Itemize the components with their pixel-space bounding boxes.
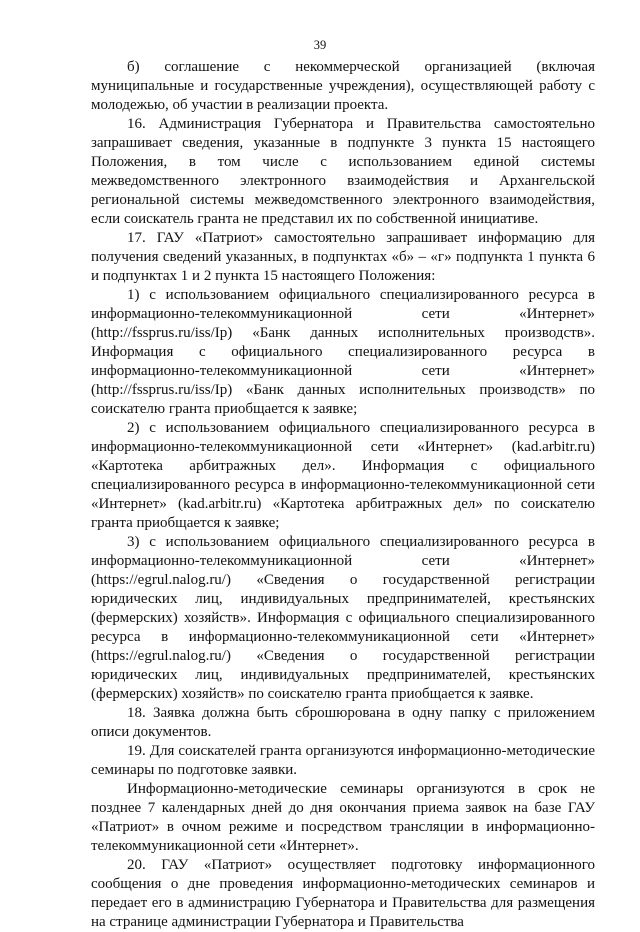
paragraph-17-1: 1) с использованием официального специализированного ресурса в информационно-телекоммуникационной сети «Интернет» (http://fssprus.ru/iss/Ip) «Банк данных исполнительных производств». Информация с официального специализированного ресурса в информационно-телекоммуникационной сети «Интернет» (http://fssprus.ru/iss/Ip) «Банк данных исполнительных производств» по соискателю гранта приобщается к заявке; — [91, 287, 595, 417]
paragraph-17-2: 2) с использованием официального специализированного ресурса в информационно-телекоммуникационной сети «Интернет» (kad.arbitr.ru) «Картотека арбитражных дел». Информация с официального специализированного ресурса в информационно-телекоммуникационной сети «Интернет» (kad.arbitr.ru) «Картотека арбитражных дел» по соискателю гранта приобщается к заявке; — [91, 420, 595, 531]
page-number: 39 — [313, 38, 327, 52]
paragraph-19: 19. Для соискателей гранта организуются информационно-методические семинары по подготовке заявки. — [91, 743, 595, 778]
paragraph-19-seminars: Информационно-методические семинары организуются в срок не позднее 7 календарных дней до дня окончания приема заявок на базе ГАУ «Патриот» в очном режиме и посредством трансляции в информационно-телекоммуникационной сети «Интернет». — [91, 781, 595, 854]
paragraph-16: 16. Администрация Губернатора и Правительства самостоятельно запрашивает сведения, указанные в подпункте 3 пункта 15 настоящего Положения, в том числе с использованием единой системы межведомственного электронного взаимодействия и Архангельской региональной системы межведомственного электронного взаимодействия, если соискатель гранта не представил их по собственной инициативе. — [91, 116, 595, 227]
paragraph-18: 18. Заявка должна быть сброшюрована в одну папку с приложением описи документов. — [91, 705, 595, 740]
paragraph-17: 17. ГАУ «Патриот» самостоятельно запрашивает информацию для получения сведений указанных, в подпунктах «б» – «г» подпункта 1 пункта 6 и подпунктах 1 и 2 пункта 15 настоящего Положения: — [91, 230, 595, 284]
paragraph-6b: б) соглашение с некоммерческой организацией (включая муниципальные и государственные учреждения), осуществляющей работу с молодежью, об участии в реализации проекта. — [91, 59, 595, 113]
paragraph-20: 20. ГАУ «Патриот» осуществляет подготовку информационного сообщения о дне проведения информационно-методических семинаров и передает его в администрацию Губернатора и Правительства для размещения на странице администрации Губернатора и Правительства — [91, 857, 595, 930]
paragraph-17-3: 3) с использованием официального специализированного ресурса в информационно-телекоммуникационной сети «Интернет» (https://egrul.nalog.ru/) «Сведения о государственной регистрации юридических лиц, индивидуальных предпринимателей, крестьянских (фермерских) хозяйств». Информация с официального специализированного ресурса в информационно-телекоммуникационной сети «Интернет» (https://egrul.nalog.ru/) «Сведения о государственной регистрации юридических лиц, индивидуальных предпринимателей, крестьянских (фермерских) хозяйств» по соискателю гранта приобщается к заявке. — [91, 534, 595, 702]
document-body — [91, 58, 595, 932]
